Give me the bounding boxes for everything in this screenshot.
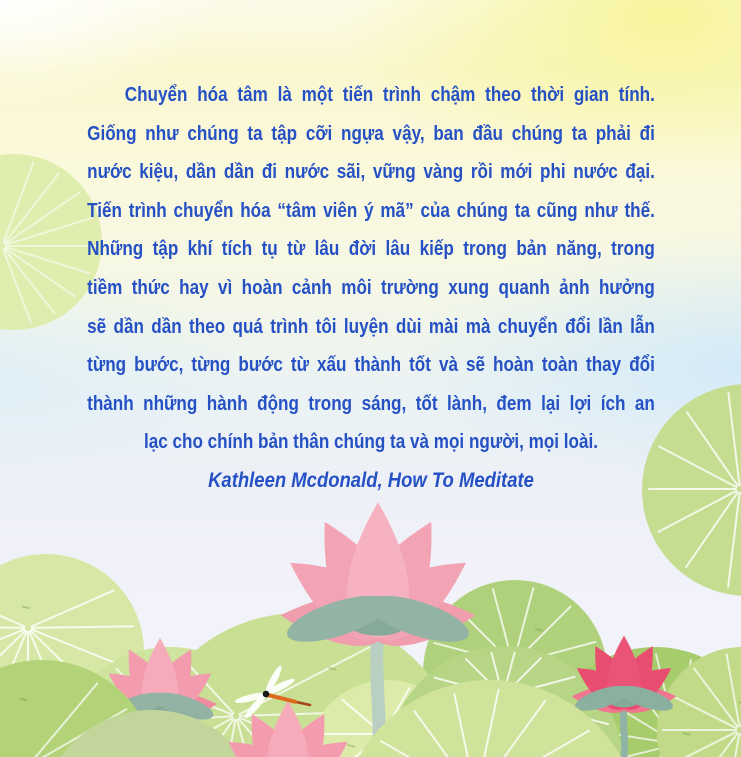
quote-text-block	[0, 76, 741, 501]
quote-line: tiềm thức hay vì hoàn cảnh môi trường xung quanh ảnh hưởng	[86, 276, 655, 299]
quote-line: từng bước, từng bước từ xấu thành tốt và sẽ hoàn toàn thay đổi	[86, 354, 655, 377]
quote-line: nước kiệu, dần dần đi nước sãi, vững vàng rồi mới phi nước đại.	[86, 161, 655, 184]
quote-line: thành những hành động trong sáng, tốt lành, đem lại lợi ích an	[86, 392, 655, 415]
quote-line: Những tập khí tích tụ từ lâu đời lâu kiếp trong bản năng, trong	[86, 238, 655, 261]
quote-line: sẽ dần dần theo quá trình tôi luyện dùi mài mà chuyển đổi lần lẫn	[86, 315, 655, 338]
lotus-stem	[623, 703, 624, 757]
quote-line: Chuyển hóa tâm là một tiến trình chậm theo thời gian tính.	[124, 84, 655, 106]
quote-line: Tiến trình chuyển hóa “tâm viên ý mã” của chúng ta cũng như thế.	[86, 199, 655, 222]
quote-line: Giống như chúng ta tập cỡi ngựa vậy, ban đầu chúng ta phải đi	[86, 122, 655, 145]
quote-line: lạc cho chính bản thân chúng ta và mọi người, mọi loài.	[143, 431, 598, 454]
quote-attribution: Kathleen Mcdonald, How To Meditate	[207, 468, 534, 492]
